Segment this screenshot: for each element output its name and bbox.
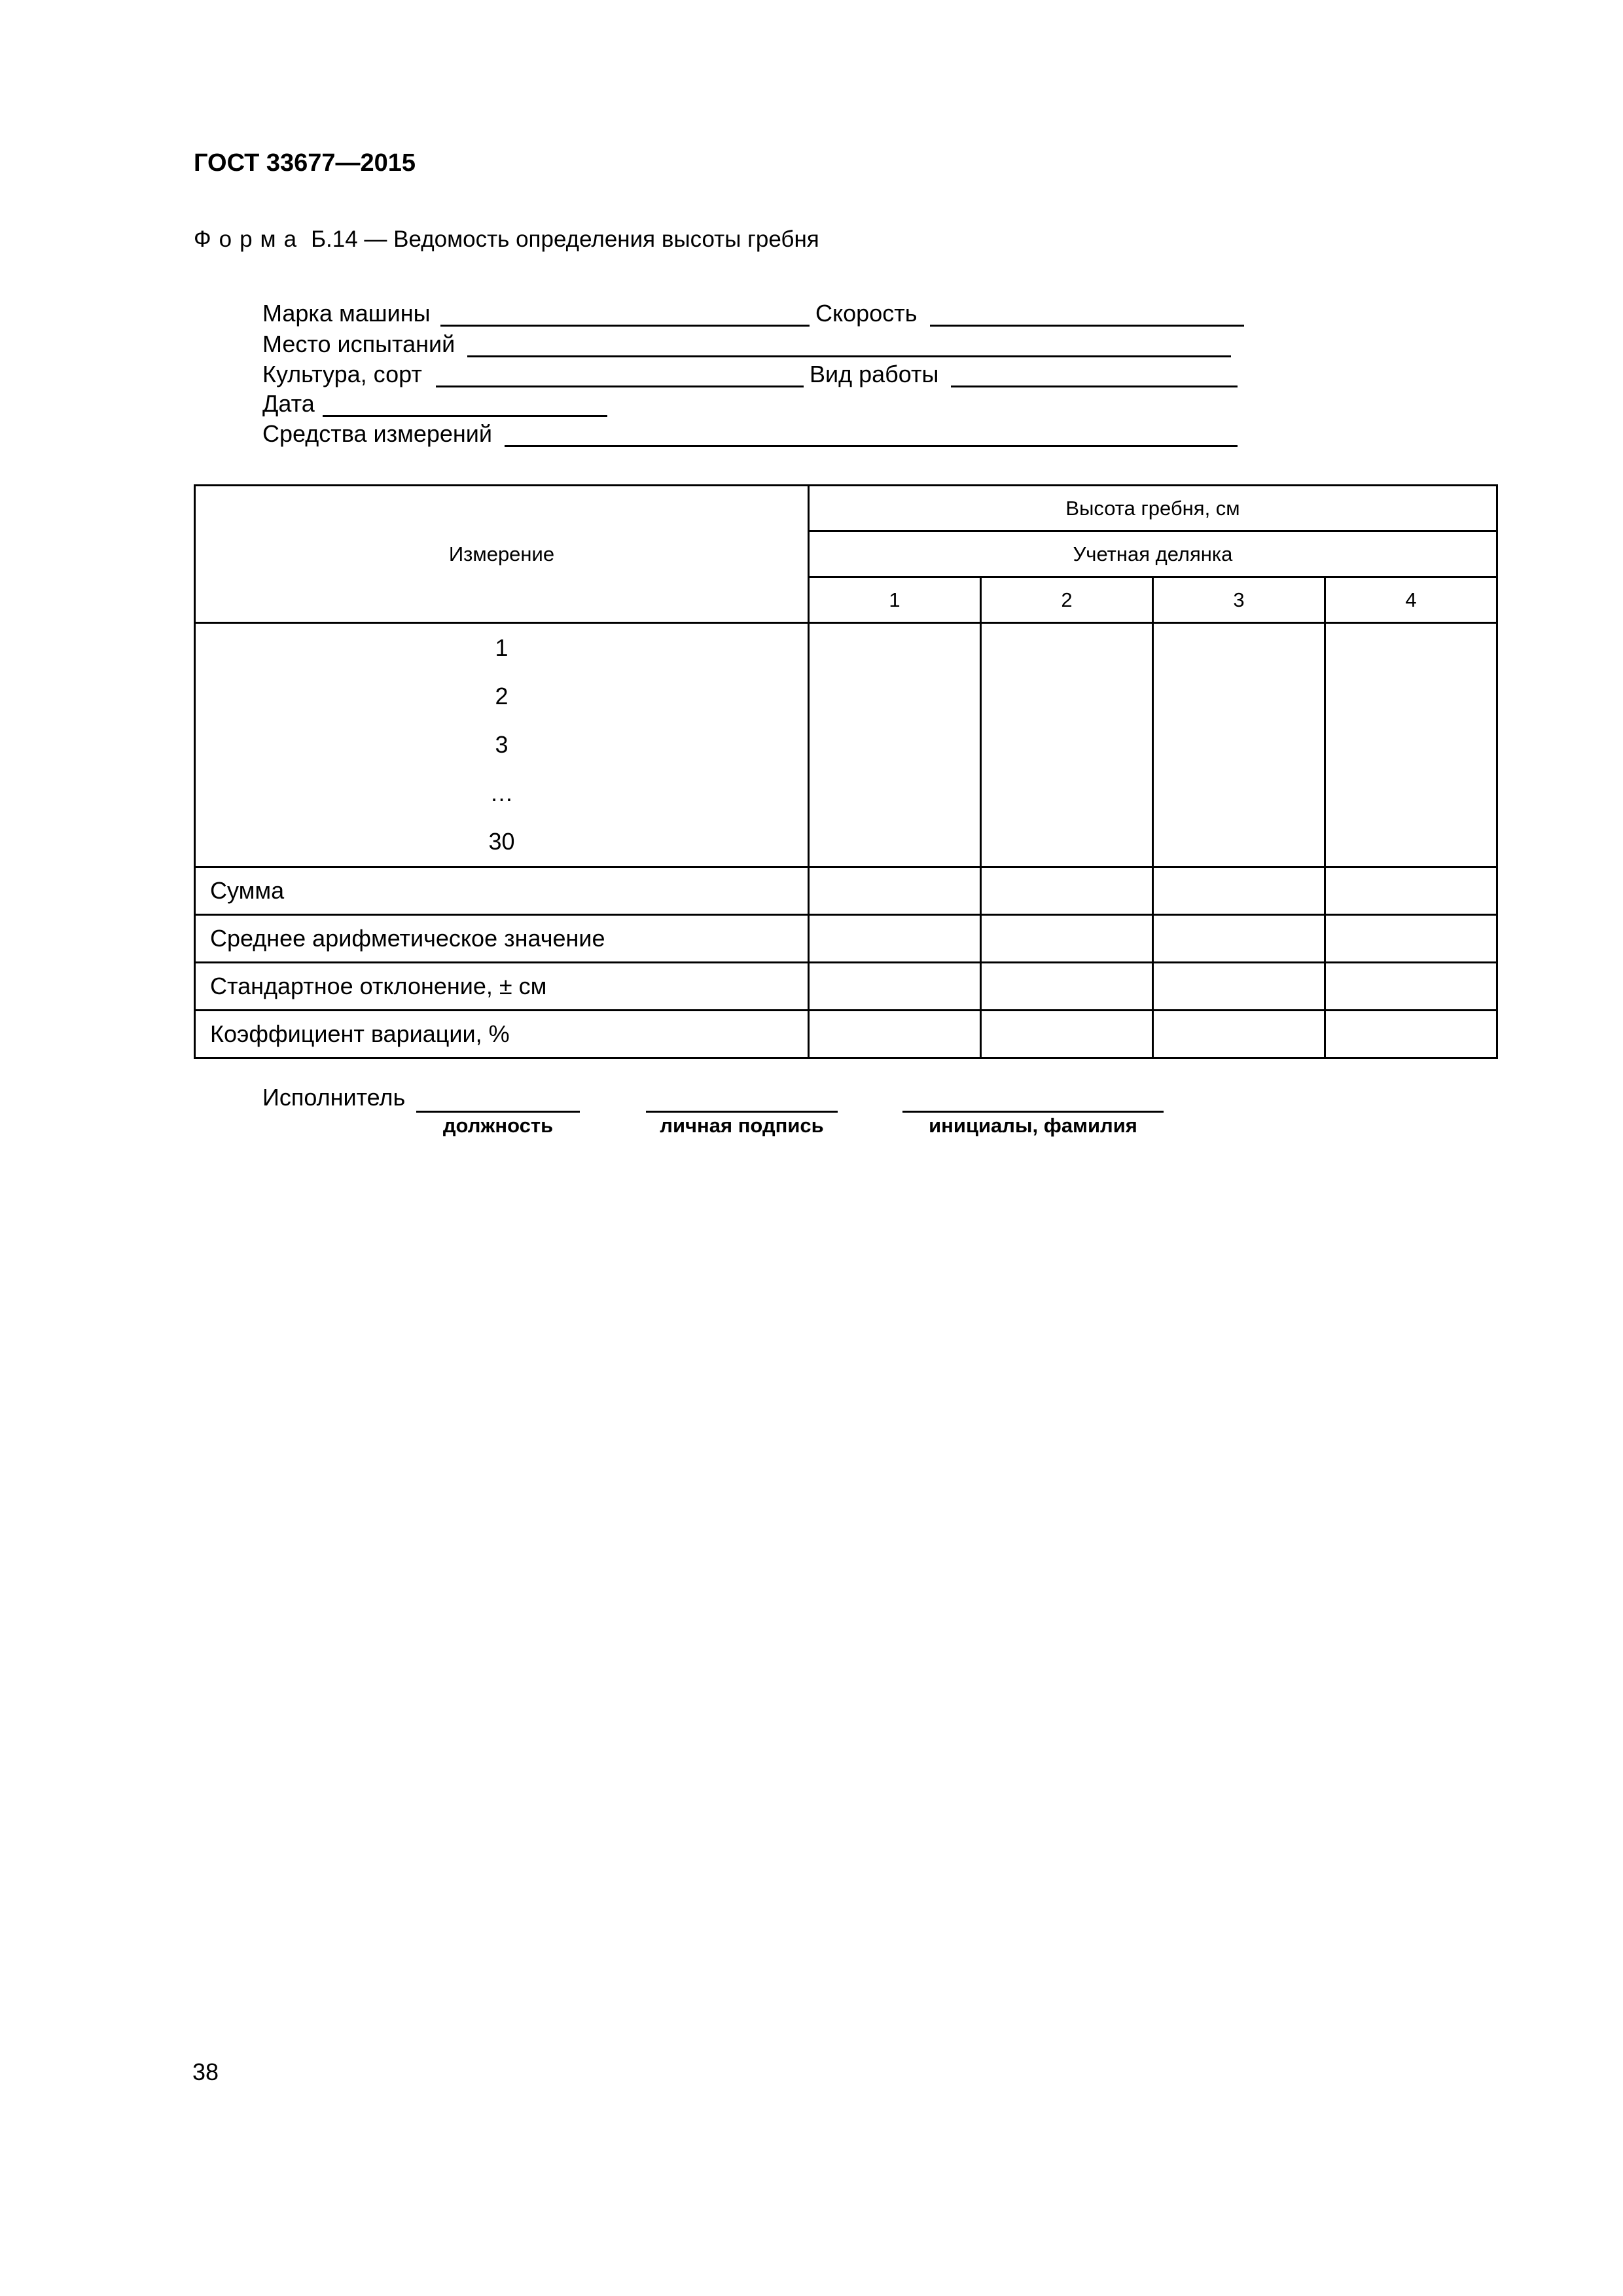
table-cell[interactable] (1153, 915, 1325, 963)
height-table (194, 484, 1498, 1059)
speed-line[interactable] (930, 325, 1244, 327)
field-row-machine (262, 300, 1244, 330)
field-row-location (262, 331, 1244, 361)
test-location-label: Место испытаний (262, 331, 455, 357)
table-cell[interactable] (981, 915, 1153, 963)
measurement-item: … (490, 780, 514, 806)
table-cell[interactable] (1153, 1011, 1325, 1058)
table-row (195, 867, 1497, 915)
measuring-tools-label: Средства измерений (262, 420, 493, 447)
measurements-row (195, 623, 1497, 867)
table-row (195, 915, 1497, 963)
work-type-line[interactable] (951, 386, 1238, 387)
measurement-header: Измерение (195, 486, 809, 623)
plot-number-4: 4 (1325, 577, 1497, 623)
table-cell[interactable] (809, 1011, 981, 1058)
table-cell[interactable] (1153, 867, 1325, 915)
form-title-text: Б.14 — Ведомость определения высоты гребня (311, 226, 819, 252)
plot-number-2: 2 (981, 577, 1153, 623)
table-row (195, 963, 1497, 1011)
crop-variety-line[interactable] (436, 386, 804, 387)
executor-label: Исполнитель (262, 1084, 406, 1111)
table-row (195, 1011, 1497, 1058)
date-line[interactable] (323, 415, 607, 417)
field-row-date (262, 390, 1244, 420)
measurement-item: 1 (495, 634, 508, 661)
document-code: ГОСТ 33677—2015 (194, 149, 416, 177)
table-cell[interactable] (1325, 915, 1497, 963)
table-cell[interactable] (1325, 867, 1497, 915)
sum-label: Сумма (195, 867, 809, 915)
ridge-height-header: Высота гребня, см (809, 486, 1497, 531)
plot-number-1: 1 (809, 577, 981, 623)
table-cell[interactable] (1325, 963, 1497, 1011)
machine-brand-line[interactable] (440, 325, 810, 327)
form-title (194, 226, 819, 253)
table-cell[interactable] (1153, 623, 1325, 867)
table-cell[interactable] (809, 623, 981, 867)
name-line[interactable] (902, 1111, 1164, 1113)
page-number: 38 (192, 2058, 219, 2085)
table-cell[interactable] (1325, 623, 1497, 867)
measurement-item: 30 (488, 828, 515, 855)
table-cell[interactable] (981, 1011, 1153, 1058)
measurement-item: 3 (495, 731, 508, 758)
machine-brand-label: Марка машины (262, 300, 431, 327)
table-cell[interactable] (809, 963, 981, 1011)
signature-line[interactable] (646, 1111, 838, 1113)
table-cell[interactable] (1325, 1011, 1497, 1058)
position-caption: должность (442, 1114, 554, 1137)
field-row-tools (262, 420, 1244, 450)
crop-variety-label: Культура, сорт (262, 361, 422, 387)
table-cell[interactable] (809, 915, 981, 963)
signature-caption: личная подпись (660, 1114, 824, 1137)
table-cell[interactable] (981, 867, 1153, 915)
std-deviation-label: Стандартное отклонение, ± см (195, 963, 809, 1011)
field-row-crop (262, 361, 1244, 391)
date-label: Дата (262, 390, 315, 417)
measurement-item: 2 (495, 683, 508, 709)
table-cell[interactable] (1153, 963, 1325, 1011)
table-cell[interactable] (981, 963, 1153, 1011)
plot-number-3: 3 (1153, 577, 1325, 623)
work-type-label: Вид работы (810, 361, 939, 387)
form-word: Форма (194, 226, 305, 252)
table-cell[interactable] (809, 867, 981, 915)
name-caption: инициалы, фамилия (929, 1114, 1137, 1137)
test-location-line[interactable] (467, 355, 1231, 357)
table-cell[interactable] (981, 623, 1153, 867)
measuring-tools-line[interactable] (505, 445, 1238, 447)
speed-label: Скорость (815, 300, 918, 327)
plot-header: Учетная делянка (809, 531, 1497, 577)
mean-label: Среднее арифметическое значение (195, 915, 809, 963)
variation-coefficient-label: Коэффициент вариации, % (195, 1011, 809, 1058)
measurement-list (195, 623, 809, 867)
position-line[interactable] (416, 1111, 580, 1113)
